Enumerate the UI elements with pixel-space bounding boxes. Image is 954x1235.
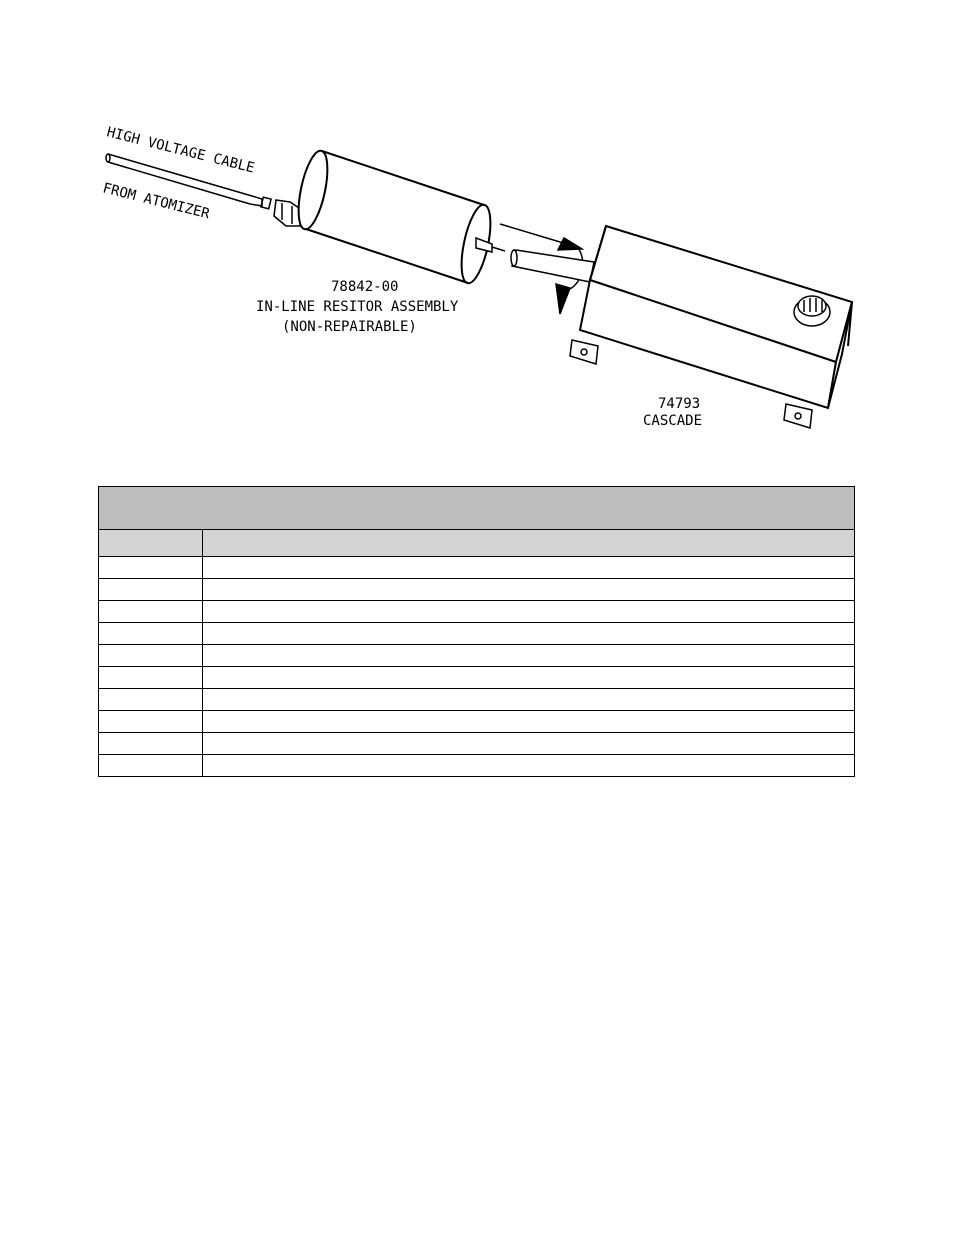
table-cell	[203, 557, 855, 579]
table-cell	[99, 667, 203, 689]
table-cell	[99, 557, 203, 579]
resistor-note: (NON-REPAIRABLE)	[282, 319, 417, 335]
table-cell	[99, 645, 203, 667]
cable-label-line1: HIGH VOLTAGE CABLE	[105, 124, 257, 177]
table-cell	[203, 645, 855, 667]
insertion-arrow	[500, 224, 582, 250]
table-cell	[203, 667, 855, 689]
table-cell	[203, 689, 855, 711]
column-header-1	[99, 530, 203, 557]
table-row	[99, 579, 855, 601]
table-cell	[203, 623, 855, 645]
table-row	[99, 733, 855, 755]
table-row	[99, 623, 855, 645]
table-row	[99, 755, 855, 777]
table-cell	[99, 755, 203, 777]
cascade-part-number: 74793	[658, 396, 701, 412]
table-row	[99, 711, 855, 733]
cascade-name: CASCADE	[643, 413, 703, 429]
table-cell	[99, 623, 203, 645]
cascade-connector	[794, 296, 830, 326]
table-cell	[99, 689, 203, 711]
table-cell	[99, 579, 203, 601]
table-cell	[203, 733, 855, 755]
table-cell	[203, 711, 855, 733]
resistor-part-number: 78842-00	[331, 279, 399, 295]
table-row	[99, 689, 855, 711]
table-cell	[203, 601, 855, 623]
cable-label-line2: FROM ATOMIZER	[101, 180, 212, 223]
table-row	[99, 667, 855, 689]
table-row	[99, 557, 855, 579]
table-title-row	[99, 487, 855, 530]
resistor-name: IN-LINE RESITOR ASSEMBLY	[256, 299, 459, 315]
table-cell	[99, 711, 203, 733]
table-cell	[99, 601, 203, 623]
exploded-assembly-drawing	[0, 0, 954, 470]
table-cell	[203, 579, 855, 601]
table-row	[99, 601, 855, 623]
in-line-resistor-cylinder	[293, 148, 496, 285]
table-cell	[99, 733, 203, 755]
table-header-row	[99, 530, 855, 557]
table-row	[99, 645, 855, 667]
column-header-2	[203, 530, 855, 557]
parts-list-table	[98, 486, 855, 777]
table-cell	[203, 755, 855, 777]
table-title	[99, 487, 855, 530]
